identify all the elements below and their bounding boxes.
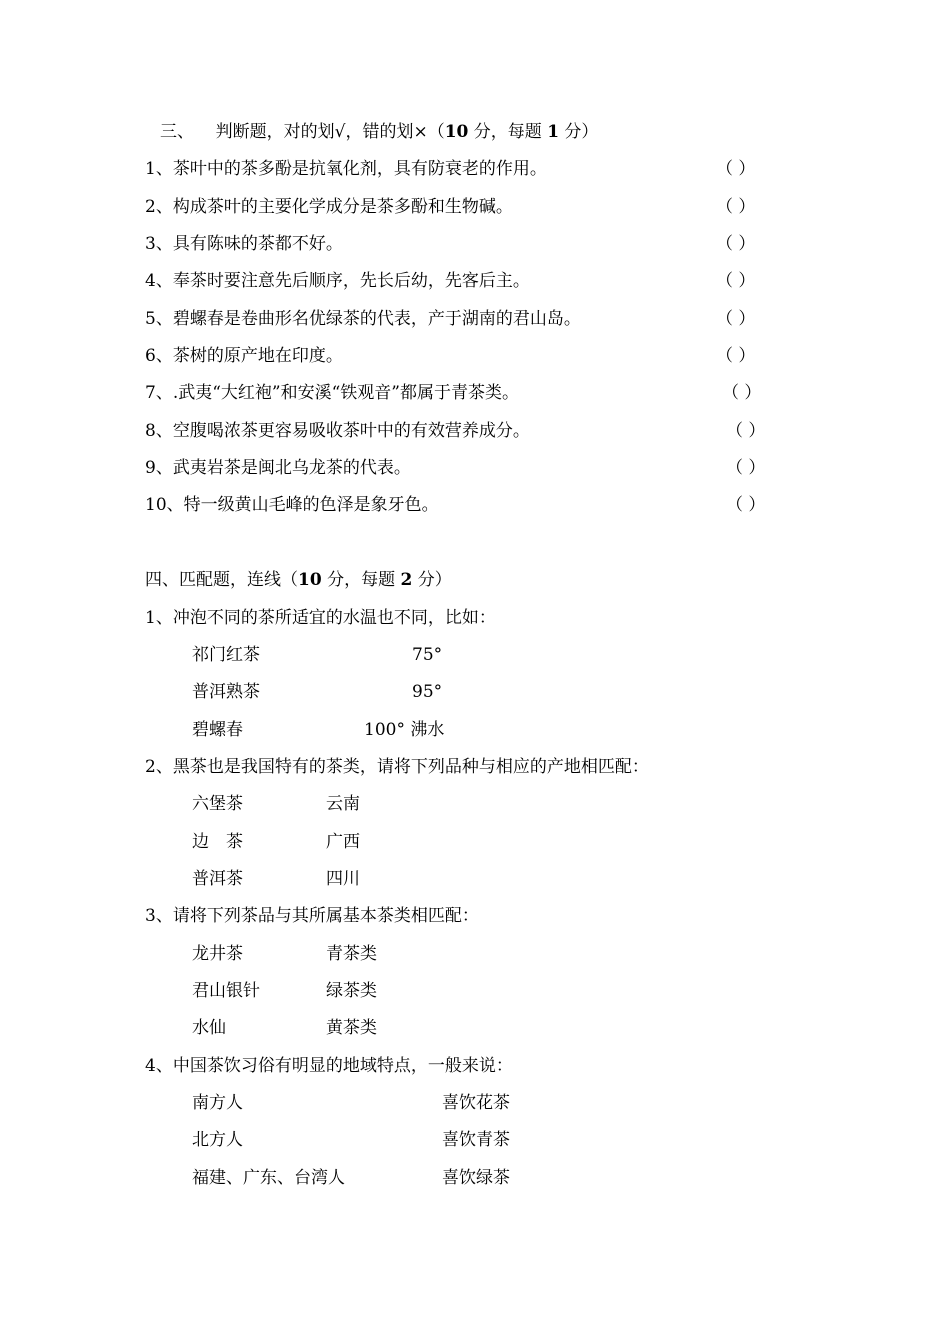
match-question-1-stem: 1、冲泡不同的茶所适宜的水温也不同，比如：	[145, 608, 496, 628]
answer-blank-6[interactable]: （ ）	[716, 346, 756, 366]
section4-title	[145, 569, 452, 591]
match-q4-left-2[interactable]: 北方人	[192, 1130, 243, 1150]
section4-each-points: 2	[400, 570, 413, 590]
match-question-4-stem: 4、中国茶饮习俗有明显的地域特点，一般来说：	[145, 1056, 513, 1076]
section3-each-points: 1	[547, 122, 560, 142]
answer-blank-3[interactable]: （ ）	[716, 234, 756, 254]
answer-blank-2[interactable]: （ ）	[716, 197, 756, 217]
match-q1-right-2[interactable]: 95°	[412, 682, 443, 702]
match-q3-left-3[interactable]: 水仙	[192, 1018, 226, 1038]
tf-question-8: 8、空腹喝浓茶更容易吸收茶叶中的有效营养成分。	[145, 421, 530, 441]
match-q4-right-3[interactable]: 喜饮绿茶	[442, 1168, 510, 1188]
tf-question-7: 7、.武夷“大红袍”和安溪“铁观音”都属于青茶类。	[145, 383, 519, 403]
match-q3-right-2[interactable]: 绿茶类	[326, 981, 377, 1001]
match-q2-right-2[interactable]: 广西	[326, 832, 360, 852]
tf-question-6: 6、茶树的原产地在印度。	[145, 346, 343, 366]
tf-question-3: 3、具有陈味的茶都不好。	[145, 234, 343, 254]
match-q4-right-2[interactable]: 喜饮青茶	[442, 1130, 510, 1150]
match-q1-left-3[interactable]: 碧螺春	[192, 720, 243, 740]
match-q3-right-3[interactable]: 黄茶类	[326, 1018, 377, 1038]
answer-blank-7[interactable]: （ ）	[722, 383, 762, 403]
section3-total-points: 10	[444, 122, 469, 142]
section4-title-end: 分）	[412, 570, 452, 590]
match-q3-left-1[interactable]: 龙井茶	[192, 944, 243, 964]
answer-blank-8[interactable]: （ ）	[726, 421, 766, 441]
answer-blank-5[interactable]: （ ）	[716, 309, 756, 329]
tf-question-4: 4、奉茶时要注意先后顺序，先长后幼，先客后主。	[145, 271, 530, 291]
section4-title-text: 四、匹配题，连线（	[145, 570, 298, 590]
match-q2-right-3[interactable]: 四川	[326, 869, 360, 889]
match-q2-left-3[interactable]: 普洱茶	[192, 869, 243, 889]
section4-total-points: 10	[298, 570, 322, 590]
tf-question-2: 2、构成茶叶的主要化学成分是茶多酚和生物碱。	[145, 197, 513, 217]
section3-title-end: 分）	[559, 122, 599, 142]
match-q1-left-2[interactable]: 普洱熟茶	[192, 682, 260, 702]
match-q1-right-1[interactable]: 75°	[412, 645, 443, 665]
answer-blank-4[interactable]: （ ）	[716, 271, 756, 291]
match-q3-left-2[interactable]: 君山银针	[192, 981, 260, 1001]
match-q3-right-1[interactable]: 青茶类	[326, 944, 377, 964]
tf-question-10: 10、特一级黄山毛峰的色泽是象牙色。	[145, 495, 439, 515]
tf-question-1: 1、茶叶中的茶多酚是抗氧化剂，具有防衰老的作用。	[145, 159, 547, 179]
answer-blank-10[interactable]: （ ）	[726, 495, 766, 515]
match-q2-left-1[interactable]: 六堡茶	[192, 794, 243, 814]
match-q2-right-1[interactable]: 云南	[326, 794, 360, 814]
section3-number: 三、	[160, 122, 194, 142]
answer-blank-1[interactable]: （ ）	[716, 159, 756, 179]
match-q1-right-3[interactable]: 100° 沸水	[364, 720, 445, 740]
tf-question-5: 5、碧螺春是卷曲形名优绿茶的代表，产于湖南的君山岛。	[145, 309, 581, 329]
match-q4-right-1[interactable]: 喜饮花茶	[442, 1093, 510, 1113]
section4-title-mid: 分，每题	[321, 570, 401, 590]
match-question-3-stem: 3、请将下列茶品与其所属基本茶类相匹配：	[145, 906, 479, 926]
section3-title-mid: 分，每题	[468, 122, 548, 142]
match-q1-left-1[interactable]: 祁门红茶	[192, 645, 260, 665]
match-q4-left-3[interactable]: 福建、广东、台湾人	[192, 1168, 345, 1188]
match-question-2-stem: 2、黑茶也是我国特有的茶类，请将下列品种与相应的产地相匹配：	[145, 757, 649, 777]
answer-blank-9[interactable]: （ ）	[726, 458, 766, 478]
tf-question-9: 9、武夷岩茶是闽北乌龙茶的代表。	[145, 458, 411, 478]
section3-title	[160, 121, 598, 143]
match-q4-left-1[interactable]: 南方人	[192, 1093, 243, 1113]
match-q2-left-2[interactable]: 边 茶	[192, 832, 243, 852]
section3-title-text: 判断题，对的划√，错的划×（	[215, 122, 445, 142]
